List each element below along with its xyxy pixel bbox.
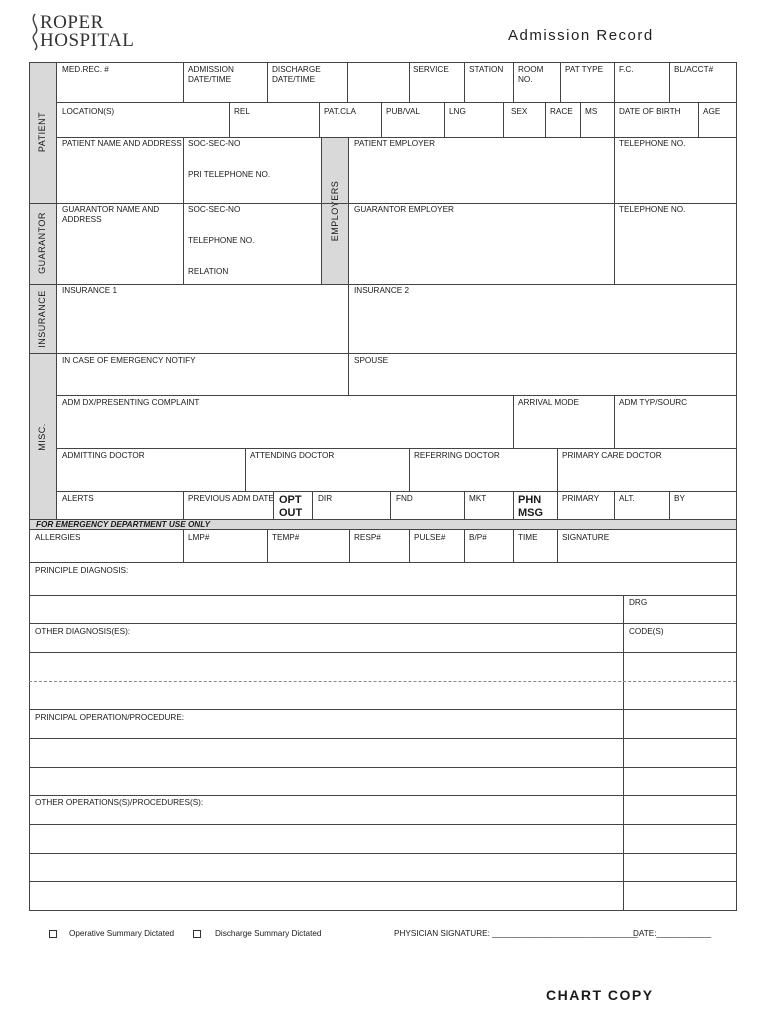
other-diagnosis-label: OTHER DIAGNOSIS(ES): xyxy=(35,627,131,636)
discharge-label-1: DISCHARGE xyxy=(272,65,321,74)
logo-line-1: ROPER xyxy=(40,12,104,33)
previous-adm-date-label: PREVIOUS ADM DATE xyxy=(188,494,274,503)
date-field[interactable]: DATE:____________ xyxy=(633,929,712,938)
principal-operation-label: PRINCIPAL OPERATION/PROCEDURE: xyxy=(35,713,185,722)
station-label: STATION xyxy=(469,65,504,74)
discharge-summary-checkbox[interactable] xyxy=(193,930,201,938)
spouse-label: SPOUSE xyxy=(354,356,389,365)
section-insurance: INSURANCE xyxy=(37,290,47,348)
time-label: TIME xyxy=(518,533,538,542)
codes-label: CODE(S) xyxy=(629,627,664,636)
fnd-label: FND xyxy=(396,494,413,503)
rel-label: REL xyxy=(234,107,250,116)
logo-line-2: HOSPITAL xyxy=(40,30,135,51)
guarantor-socsec-label: SOC-SEC-NO xyxy=(188,205,241,214)
arrival-mode-label: ARRIVAL MODE xyxy=(518,398,579,407)
temp-label: TEMP# xyxy=(272,533,300,542)
admission-label-1: ADMISSION xyxy=(188,65,234,74)
pubval-label: PUB/VAL xyxy=(386,107,420,116)
dir-label: DIR xyxy=(318,494,333,503)
guarantor-telephone-label: TELEPHONE NO. xyxy=(188,236,255,245)
operative-summary-label: Operative Summary Dictated xyxy=(69,929,175,938)
principle-diagnosis-label: PRINCIPLE DIAGNOSIS: xyxy=(35,566,129,575)
lng-label: LNG xyxy=(449,107,466,116)
mkt-label: MKT xyxy=(469,494,487,503)
guarantor-name-label-2: ADDRESS xyxy=(62,215,102,224)
medrec-label: MED.REC. # xyxy=(62,65,109,74)
alt-label: ALT. xyxy=(619,494,635,503)
by-label: BY xyxy=(674,494,685,503)
pat-type-label: PAT TYPE xyxy=(565,65,604,74)
section-misc: MISC. xyxy=(37,423,47,451)
phn-label: PHN xyxy=(518,494,542,506)
age-label: AGE xyxy=(703,107,721,116)
race-label: RACE xyxy=(550,107,573,116)
admission-label-2: DATE/TIME xyxy=(188,75,232,84)
section-patient: PATIENT xyxy=(37,111,47,153)
lmp-label: LMP# xyxy=(188,533,210,542)
chart-copy-label: CHART COPY xyxy=(546,987,654,1003)
patient-socsec-label: SOC-SEC-NO xyxy=(188,139,241,148)
allergies-label: ALLERGIES xyxy=(35,533,81,542)
referring-doctor-label: REFERRING DOCTOR xyxy=(414,451,500,460)
primary-care-doctor-label: PRIMARY CARE DOCTOR xyxy=(562,451,662,460)
alerts-label: ALERTS xyxy=(62,494,94,503)
resp-label: RESP# xyxy=(354,533,381,542)
blacct-label: BL/ACCT# xyxy=(674,65,714,74)
signature-label: SIGNATURE xyxy=(562,533,610,542)
drg-label: DRG xyxy=(629,598,648,607)
adm-dx-label: ADM DX/PRESENTING COMPLAINT xyxy=(62,398,200,407)
insurance-2-label: INSURANCE 2 xyxy=(354,286,410,295)
room-label-2: NO. xyxy=(518,75,533,84)
opt-label: OPT xyxy=(279,494,302,506)
adm-typ-label: ADM TYP/SOURC xyxy=(619,398,688,407)
service-label: SERVICE xyxy=(413,65,449,74)
discharge-summary-label: Discharge Summary Dictated xyxy=(215,929,322,938)
physician-signature-field[interactable]: PHYSICIAN SIGNATURE: ________________________________ xyxy=(394,929,638,938)
sex-label: SEX xyxy=(511,107,528,116)
patient-name-address-label: PATIENT NAME AND ADDRESS xyxy=(62,139,182,148)
section-employers: EMPLOYERS xyxy=(330,180,340,242)
insurance-1-label: INSURANCE 1 xyxy=(62,286,118,295)
emergency-contact-label: IN CASE OF EMERGENCY NOTIFY xyxy=(62,356,196,365)
guarantor-employer-label: GUARANTOR EMPLOYER xyxy=(354,205,454,214)
operative-summary-checkbox[interactable] xyxy=(49,930,57,938)
bp-label: B/P# xyxy=(469,533,487,542)
admitting-doctor-label: ADMITTING DOCTOR xyxy=(62,451,145,460)
guarantor-name-label-1: GUARANTOR NAME AND xyxy=(62,205,160,214)
page-title: Admission Record xyxy=(508,27,654,44)
out-label: OUT xyxy=(279,507,303,519)
discharge-label-2: DATE/TIME xyxy=(272,75,316,84)
ms-label: MS xyxy=(585,107,598,116)
dob-label: DATE OF BIRTH xyxy=(619,107,681,116)
patcla-label: PAT.CLA xyxy=(324,107,356,116)
patient-employer-telephone-label: TELEPHONE NO. xyxy=(619,139,686,148)
room-label-1: ROOM xyxy=(518,65,544,74)
relation-label: RELATION xyxy=(188,267,229,276)
pri-telephone-label: PRI TELEPHONE NO. xyxy=(188,170,271,179)
guarantor-employer-telephone-label: TELEPHONE NO. xyxy=(619,205,686,214)
section-guarantor: GUARANTOR xyxy=(37,212,47,274)
other-operations-label: OTHER OPERATIONS(S)/PROCEDURES(S): xyxy=(35,798,204,807)
patient-employer-label: PATIENT EMPLOYER xyxy=(354,139,435,148)
fc-label: F.C. xyxy=(619,65,634,74)
primary-label: PRIMARY xyxy=(562,494,600,503)
msg-label: MSG xyxy=(518,507,544,519)
locations-label: LOCATION(S) xyxy=(62,107,115,116)
pulse-label: PULSE# xyxy=(414,533,446,542)
ed-banner-label: FOR EMERGENCY DEPARTMENT USE ONLY xyxy=(36,520,211,529)
attending-doctor-label: ATTENDING DOCTOR xyxy=(250,451,335,460)
